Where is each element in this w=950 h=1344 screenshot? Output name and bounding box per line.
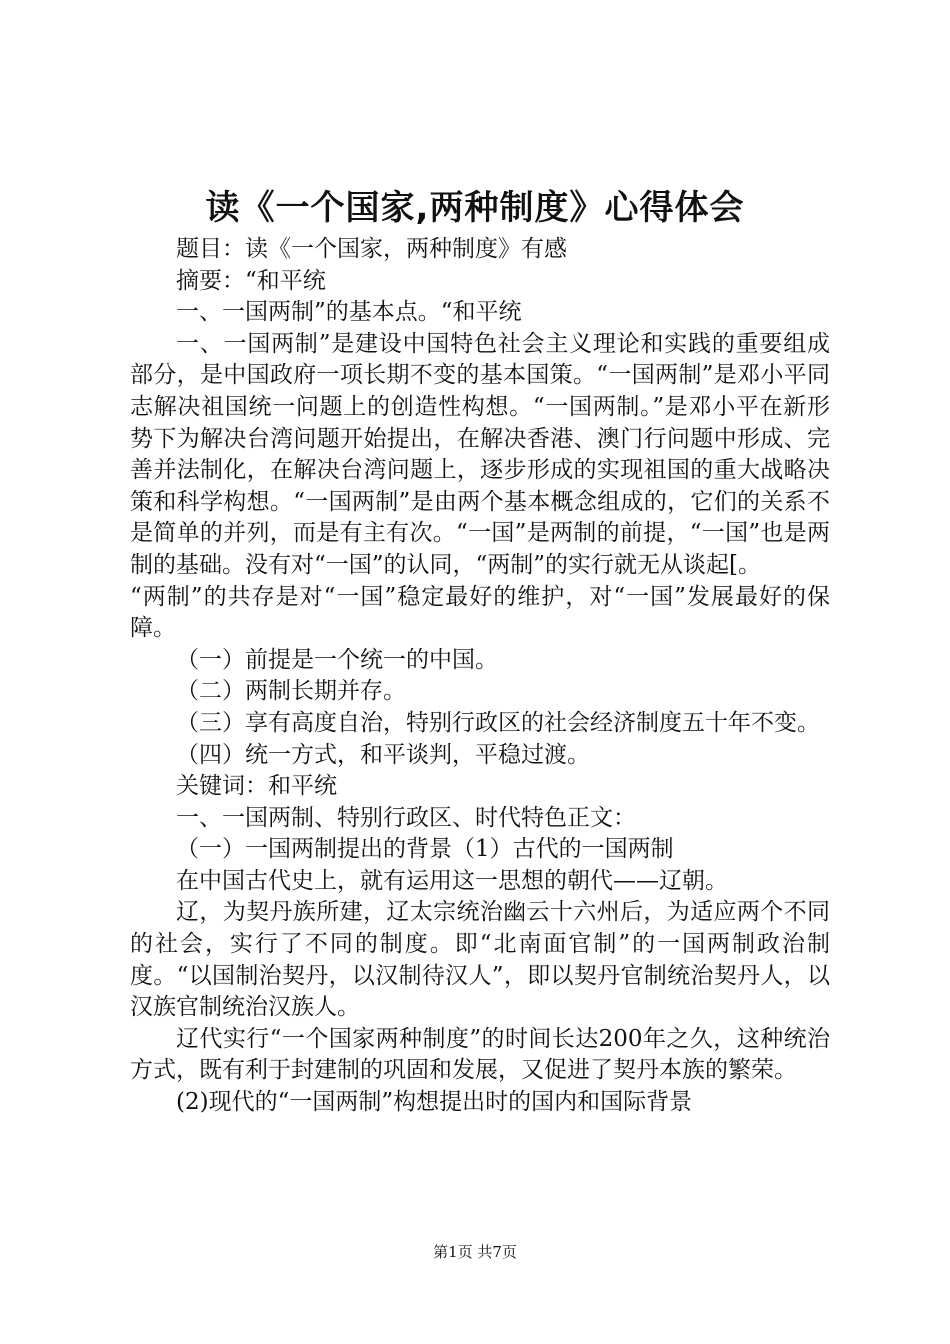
document-title: 读《一个国家,两种制度》心得体会 (205, 188, 745, 228)
paragraph-two-systems-coexist: “两制”的共存是对“一国”稳定最好的维护，对“一国”发展最好的保障。 (130, 583, 830, 642)
paragraph-liao-intro: 在中国古代史上，就有运用这一思想的朝代——辽朝。 (176, 867, 728, 894)
paragraph-liao-system: 辽，为契丹族所建，辽太宗统治幽云十六州后，为适应两个不同的社会，实行了不同的制度。即“北南面官制”的一国两制政治制度。“以国制治契丹，以汉制待汉人”，即以契丹官制统治契丹人，以汉族官制统治汉族人。 (130, 899, 830, 1021)
paragraph-basic-points: 一、一国两制”的基本点。“和平统 (176, 299, 522, 326)
paragraph-point-1: （一）前提是一个统一的中国。 (176, 646, 498, 673)
paragraph-liao-duration: 辽代实行“一个国家两种制度”的时间长达200年之久，这种统治方式，既有利于封建制的巩固和发展，又促进了契丹本族的繁荣。 (130, 1025, 830, 1084)
paragraph-main-intro: 一、一国两制”是建设中国特色社会主义理论和实践的重要组成部分，是中国政府一项长期不变的基本国策。“一国两制”是邓小平同志解决祖国统一问题上的创造性构想。“一国两制。”是邓小平在新形势下为解决台湾问题开始提出，在解决香港、澳门行问题中形成、完善并法制化，在解决台湾问题上，逐步形成的实现祖国的重大战略决策和科学构想。“一国两制”是由两个基本概念组成的，它们的关系不是简单的并列，而是有主有次。“一国”是两制的前提，“一国”也是两制的基础。没有对“一国”的认同，“两制”的实行就无从谈起[。 (130, 330, 830, 578)
paragraph-point-3: （三）享有高度自治，特别行政区的社会经济制度五十年不变。 (176, 709, 820, 736)
paragraph-point-4: （四）统一方式，和平谈判，平稳过渡。 (176, 741, 590, 768)
paragraph-abstract: 摘要：“和平统 (176, 267, 326, 294)
paragraph-keywords: 关键词：和平统 (176, 773, 337, 800)
paragraph-topic: 题目：读《一个国家，两种制度》有感 (176, 236, 567, 262)
paragraph-point-2: （二）两制长期并存。 (176, 678, 406, 705)
paragraph-modern-background: (2)现代的“一国两制”构想提出时的国内和国际背景 (176, 1089, 693, 1116)
document-body (130, 234, 830, 1119)
paragraph-keywords-list: 一、一国两制、特别行政区、时代特色正文： (176, 804, 636, 831)
paragraph-section-heading: （一）一国两制提出的背景（1）古代的一国两制 (176, 836, 674, 863)
page-footer: 第1页 共7页 (433, 1243, 517, 1261)
